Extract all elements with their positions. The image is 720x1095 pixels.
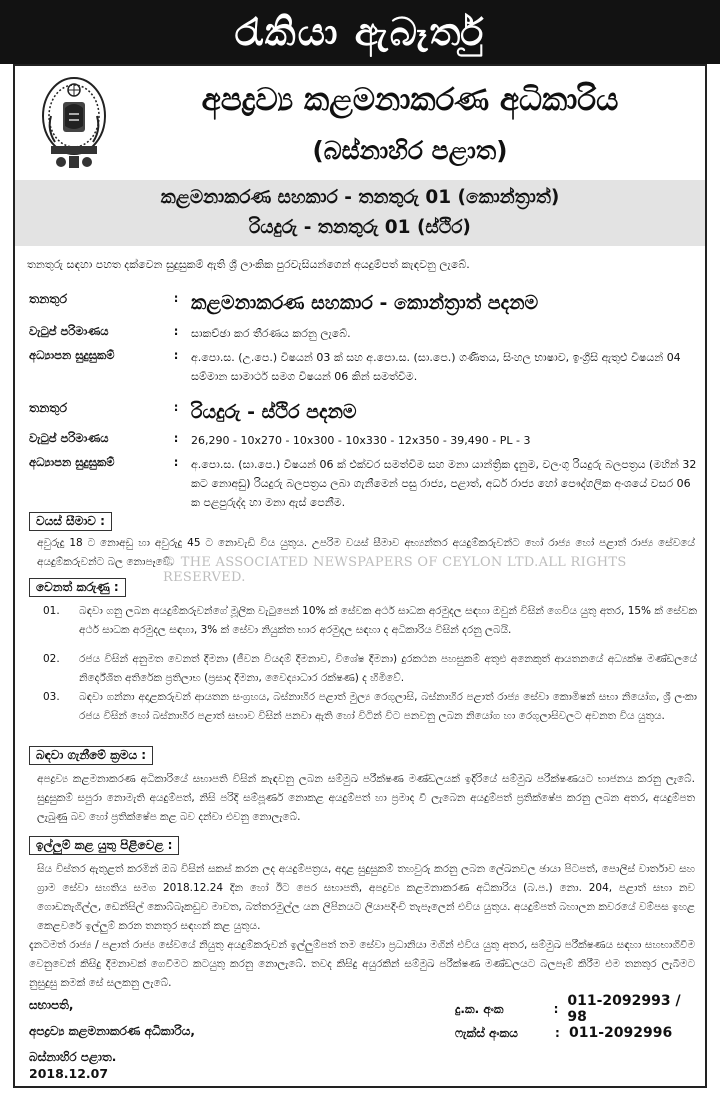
tel-value: 011-2092993 / 98 [567, 993, 681, 1025]
age-text: අවුරුදු 18 ට නොඅඩු හා අවුරුදු 45 ට නොවැඩි විය යුතුය. උපරිම වයස් සීමාව අභ්‍යන්තර අයදුම්කරුවන්ට හෝ රාජ්‍ය හෝ පළාත් රාජ්‍ය සේවයේ අයදුම්කරුවන්ට බල නොපෑවේ. [37, 537, 695, 568]
post2-edu-value: අ.පො.ස. (සා.පෙ.) විෂයන් 06 ක් එක්වර සමත්වීම සහ මනා යාන්ත්‍රික දැනුම, වලංගු රියදුරු බලපත්‍රය (මහින් 32 කට නොඅඩු) රියදුරු බලපත්‍රය ලබා ගැනීමෙන් පසු රාජ්‍ය, පළාත්, අර්ධ රාජ්‍ය හෝ පෞද්ගලික අංශයේ වසර 06 ක පළපුරුද්ද හා මනා ඇස් පෙනීම. [191, 458, 697, 509]
tel-sep: : [553, 1002, 559, 1016]
post1-edu-label: අධ්‍යාපන සුදුසුකම් [29, 348, 115, 362]
apply-heading: ඉල්ලුම් කළ යුතු පිළිවෙළ : [29, 836, 179, 855]
posts-band [15, 180, 705, 246]
item-text: බඳවා ගන්නා අදාළකරුවන් ආයතන සංග්‍රහය, බස්නාහිර පළාත් මුල්‍ය රෙගුලාසි, බස්නාහිර පළාත් රාජ්‍ය සේවා කොමිෂන් සභා නියෝග, ශ්‍රී ලංකා රජය විසින් හෝ බස්නාහිර පළාත් සභාව විසින් පනවා ඇති හෝ විටින් විට පනවනු ලබන නියෝග හා රෙගුලාසිවලට අවනත විය යුතුය. [79, 691, 697, 722]
tel-label: දු.ක. අංක [455, 1001, 504, 1016]
signature-line-2: අපද්‍රව්‍ය කළමනාකරණ අධිකාරිය, [29, 1024, 195, 1038]
org-header [15, 66, 705, 178]
list-item [43, 688, 697, 726]
fax-label: ෆැක්ස් අංකය [455, 1025, 518, 1040]
age-heading: වයස් සීමාව : [29, 512, 112, 531]
post1-post-value: කළමනාකරණ සහකාර - කොන්ත්‍රාත් පදනම [191, 292, 539, 314]
header-banner [0, 0, 720, 64]
apply-text: සිය විස්තර ඇතුළත් කරමින් ඔබ විසින් සකස් කරන ලද අයදුම්පත්‍රය, අදාළ සුදුසුකම් තහවුරු කරනු ලබන ලේඛනවල ඡායා පිටපත්, පොලිස් වාර්තාව සහ ග්‍රාම සේවා සහතිය සමග 2018.12.24 දින හෝ ඊට පෙර සභාපති, අපද්‍රව්‍ය කළමනාකරණ අධිකාරිය (බ.ප.) නො. 204, පළාත් සභා නව ගොඩනැගිල්ල, ඩෙන්සිල් කොබ්බෑකඩුව මාවත, බත්තරමුල්ල යන ලිපිනයට ලියාපදිංචි තැපෑලෙන් එවිය යුතුය. අයදුම්පත් බහාලන කවරයේ වම්පස ඉහළ කෙළවරේ ඉල්ලුම් කරන තනතුර සඳහන් කළ යුතුය. [37, 863, 695, 932]
posts-line-1: කළමනාකරණ සහකාර - තනතුරු 01 (කොන්ත්‍රාත්) [160, 187, 560, 208]
sri-lanka-emblem-icon [41, 74, 107, 172]
posts-line-2: රියදුරු - තනතුරු 01 (ස්ථිර) [249, 217, 471, 238]
contact-block [455, 993, 703, 1045]
post2-salary-label: වැටුප් පරිමාණය [29, 431, 109, 445]
post2-edu-label: අධ්‍යාපන සුදුසුකම් [29, 455, 115, 469]
item-text: රජය විසින් අනුමත වෙනත් දීමනා (ජීවන වියදම් දීමනාව, විශේෂ දීමනා) දුරකථන පහසුකම් අතුළු අනෙකුත් ආයතනයේ අධ්‍යක්ෂ මණ්ඩලයේ නිර්දේශිත අතිරේක ප්‍රතිලාභ (ප්‍රසාද දීමනා, වෛද්‍යාධාර රක්ෂණ) ද හිමිවේ. [79, 653, 697, 684]
signature-line-1: සභාපති, [29, 998, 74, 1012]
item-number: 01. [43, 605, 60, 617]
recruit-text: අපද්‍රව්‍ය කළමනාකරණ අධිකාරියේ සභාපති විසින් කැඳවනු ලබන සම්මුඛ පරීක්ෂණ මණ්ඩලයක් ඉදිරියේ සම්මුඛ පරීක්ෂණයට භාජනය කරනු ලැබේ. සුදුසුකම් සපුරා නොමැති අයදුම්පත්, නිසි පරිදි සම්පූර්ණ නොකළ අයදුම්පත් හා ප්‍රමාද වී ලැබෙන අයදුම්පත් ප්‍රතික්ෂේප කරනු ලබන අතර, අයදුම්පත ලැබුණු බව හෝ ප්‍රතික්ෂේප කළ බව දන්වා එවනු නොලැබේ. [37, 773, 695, 823]
copyright-watermark: © THE ASSOCIATED NEWSPAPERS OF CEYLON LTD.ALL RIGHTS RESERVED. [163, 555, 627, 585]
post2-salary-row: වැටුප් පරිමාණය : 26,290 - 10x270 - 10x300 - 10x330 - 12x350 - 39,490 - PL - 3 [29, 431, 699, 450]
org-title: අපද්‍රව්‍ය කළමනාකරණ අධිකාරිය [201, 82, 619, 118]
org-province: (බස්නාහිර පළාත) [312, 136, 508, 165]
other-heading: වෙනත් කරුණු : [29, 578, 126, 597]
post1-post-label: තනතුර [29, 291, 68, 306]
closing-text: දැනටමත් රාජ්‍ය / පළාත් රාජ්‍ය සේවයේ නියුතු අයදුම්කරුවන් ඉල්ලුම්පත් තම සේවා ප්‍රධානියා මගින් එවිය යුතු අතර, සම්මුඛ පරීක්ෂණය සඳහා සහභාගිවීම වෙනුවෙන් කිසිදු දීමනාවක් ගෙවීමට කටයුතු කරනු නොලැබේ. තවද කිසිදු අයුරකින් සම්මුඛ පරීක්ෂණ මණ්ඩලයට බලපෑම් කිරීම එම තනතුර ලැබීමට නුසුදුසු කමක් සේ සලකනු ලැබේ. [29, 939, 695, 989]
fax-row [455, 1021, 703, 1045]
post2-salary-value: 26,290 - 10x270 - 10x300 - 10x330 - 12x350 - 39,490 - PL - 3 [191, 434, 531, 447]
post2-post-label: තනතුර [29, 400, 68, 415]
post2-title-row: තනතුර : රියදුරු - ස්ථිර පදනම [29, 400, 699, 424]
notice-date: 2018.12.07 [29, 1066, 109, 1081]
post1-salary-value: සාකච්ඡා කර තීරණය කරනු ලැබේ. [191, 327, 351, 340]
item-number: 03. [43, 691, 60, 703]
intro-text: තනතුරු සඳහා පහත දක්වෙන සුදුසුකම් ඇති ශ්‍රී ලාංකික පුරවැසියන්ගෙන් අයදුම්පත් කැඳවනු ලැබේ. [27, 258, 470, 271]
list-item [43, 602, 697, 640]
item-number: 02. [43, 653, 60, 665]
signature-block [29, 992, 195, 1070]
post1-salary-row: වැටුප් පරිමාණය : සාකච්ඡා කර තීරණය කරනු ලැබේ. [29, 324, 699, 343]
post1-edu-value: අ.පො.ස. (උ.පෙ.) විෂයන් 03 ක් සහ අ.පො.ස. (සා.පෙ.) ගණිතය, සිංහල භාෂාව, ඉංග්‍රීසි ඇතුළු විෂයන් 04 සම්මාන සාමාර්ථ සමග විෂයන් 06 කින් සමත්වීම. [191, 351, 681, 383]
signature-line-3: බස්නාහිර පළාත. [29, 1050, 117, 1064]
fax-value: 011-2092996 [569, 1025, 673, 1041]
recruit-heading: බඳවා ගැනීමේ ක්‍රමය : [29, 746, 153, 765]
post1-salary-label: වැටුප් පරිමාණය [29, 324, 109, 338]
notice-frame [13, 64, 707, 1088]
fax-sep: : [555, 1026, 560, 1040]
post2-post-value: රියදුරු - ස්ථිර පදනම [191, 401, 357, 423]
post2-edu-row: අධ්‍යාපන සුදුසුකම් : අ.පො.ස. (සා.පෙ.) විෂයන් 06 ක් එක්වර සමත්වීම සහ මනා යාන්ත්‍රික දැනුම, වලංගු රියදුරු බලපත්‍රය (මහින් 32 කට නොඅඩු) රියදුරු බලපත්‍රය ලබා ගැනීමෙන් පසු රාජ්‍ය, පළාත්, අර්ධ රාජ්‍ය හෝ පෞද්ගලික අංශයේ වසර 06 ක පළපුරුද්ද හා මනා ඇස් පෙනීම. [29, 455, 699, 512]
item-text: බඳවා ගනු ලබන අයදුම්කරුවන්ගේ මූලික වැටුපෙන් 10% ක් සේවක අර්ථ සාධක අරමුදල සඳහා ඔවුන් විසින් ගෙවිය යුතු අතර, 15% ක් සේවක අර්ථ සාධක අරමුදල සඳහා, 3% ක් සේවා නියුක්ත භාර අරමුදල සඳහා ද අධිකාරිය විසින් දරනු ලබයි. [79, 605, 698, 636]
post1-title-row: තනතුර : කළමනාකරණ සහකාර - කොන්ත්‍රාත් පදනම [29, 291, 699, 315]
list-item [43, 650, 697, 688]
tel-row [455, 993, 703, 1025]
post1-edu-row: අධ්‍යාපන සුදුසුකම් : අ.පො.ස. (උ.පෙ.) විෂයන් 03 ක් සහ අ.පො.ස. (සා.පෙ.) ගණිතය, සිංහල භාෂාව, ඉංග්‍රීසි ඇතුළු විෂයන් 04 සම්මාන සාමාර්ථ සමග විෂයන් 06 කින් සමත්වීම. [29, 348, 699, 386]
banner-title: රැකියා ඇබෑර්තු [234, 9, 486, 54]
